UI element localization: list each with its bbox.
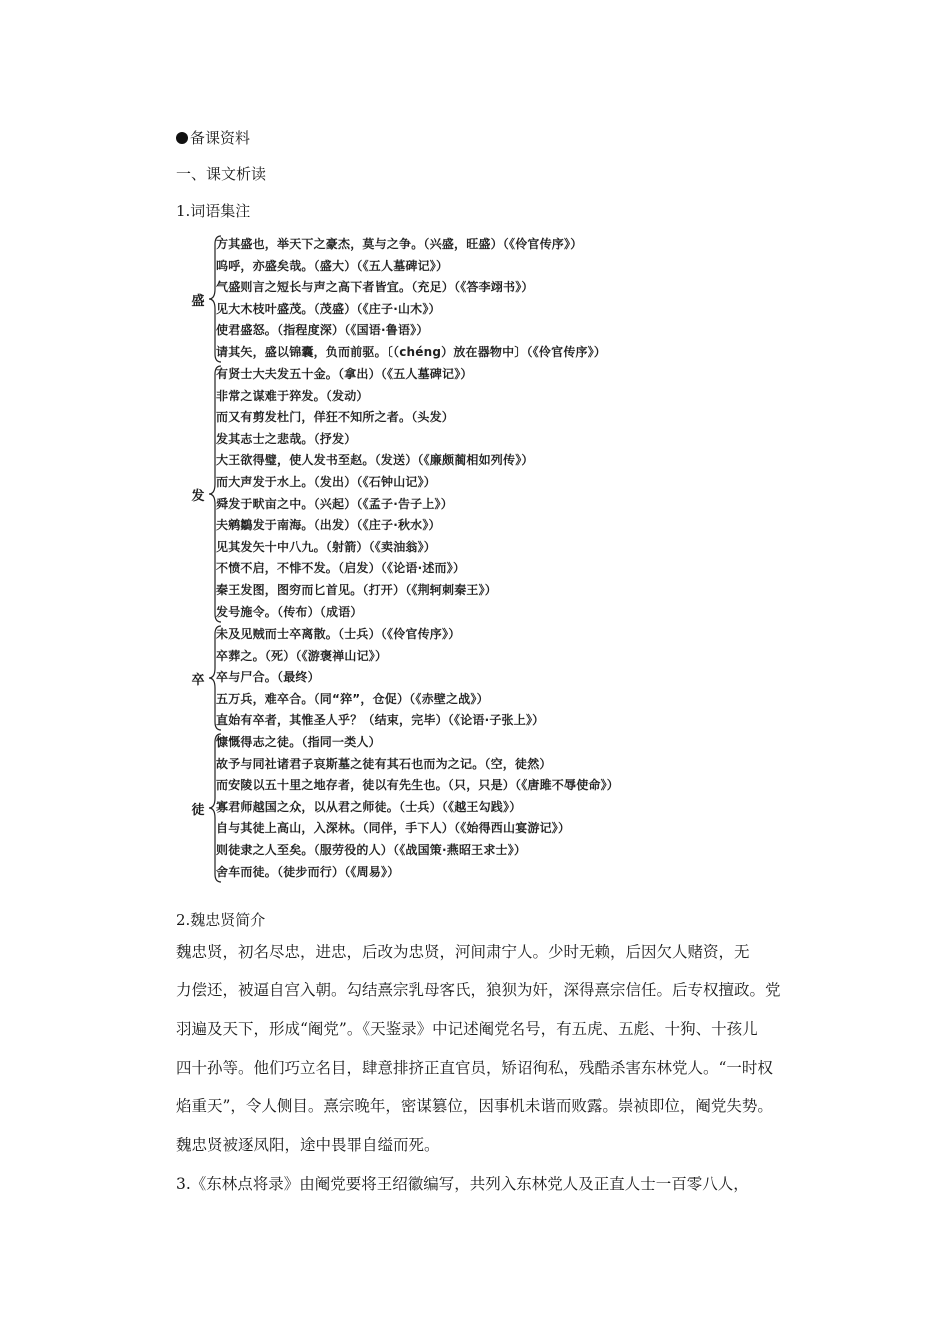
paragraph-line: 四十孙等。他们巧立名目，肆意排挤正直官员，矫诏徇私，残酷杀害东林党人。“一时权 xyxy=(176,1059,773,1077)
section-heading xyxy=(176,128,250,148)
example-line: 方其盛也，举天下之豪杰，莫与之争。（兴盛，旺盛）（《伶官传序》） xyxy=(216,237,583,251)
group-char: 发 xyxy=(191,489,205,504)
example-line: 舜发于畎亩之中。（兴起）（《孟子·告子上》） xyxy=(216,496,453,511)
group-lines xyxy=(216,234,606,364)
group-lines xyxy=(216,364,534,623)
example-line: 而大声发于水上。（发出）（《石钟山记》） xyxy=(216,474,437,489)
example-line: 舍车而徒。（徒步而行）（《周易》） xyxy=(216,864,400,879)
example-line: 请其矢，盛以锦囊，负而前驱。〔（chéng）放在器物中〕（《伶官传序》） xyxy=(216,344,607,359)
example-line: 而又有剪发杜门，佯狂不知所之者。（头发） xyxy=(216,410,455,425)
example-line: 而安陵以五十里之地存者，徒以有先生也。（只，只是）（《唐雎不辱使命》） xyxy=(216,778,620,793)
example-line: 夫鹓鶵发于南海。（出发）（《庄子·秋水》） xyxy=(216,518,441,533)
example-line: 发号施令。（传布）（成语） xyxy=(216,604,363,619)
example-line: 自与其徒上高山，入深林。（同伴，手下人）（《始得西山宴游记》） xyxy=(216,821,571,836)
group-char: 卒 xyxy=(191,673,205,688)
subheading-vocabulary: 1.词语集注 xyxy=(176,202,251,220)
group-char: 徒 xyxy=(191,803,205,818)
paragraph-line: 魏忠贤，初名尽忠，进忠，后改为忠贤，河间肃宁人。少时无赖，后因欠人赌资，无 xyxy=(176,943,750,961)
example-line: 使君盛怒。（指程度深）（《国语·鲁语》） xyxy=(216,323,429,338)
group-lines xyxy=(216,732,619,883)
example-line: 呜呼，亦盛矣哉。（盛大）（《五人墓碑记》） xyxy=(216,258,449,273)
bullet-icon xyxy=(176,132,188,144)
part-heading: 一、课文析读 xyxy=(176,165,267,183)
example-line: 直始有卒者，其惟圣人乎？（结束，完毕）（《论语·子张上》） xyxy=(216,713,545,728)
example-line: 大王欲得璧，使人发书至赵。（发送）（《廉颇蔺相如列传》） xyxy=(216,453,534,468)
section-heading-text: 备课资料 xyxy=(190,129,251,147)
example-line: 见其发矢十中八九。（射箭）（《卖油翁》） xyxy=(216,539,437,554)
example-line: 气盛则言之短长与声之高下者皆宜。（充足）（《答李翊书》） xyxy=(216,280,534,295)
paragraph-line: 魏忠贤被逐凤阳，途中畏罪自缢而死。 xyxy=(176,1136,440,1154)
example-line: 发其志士之悲哉。（抒发） xyxy=(216,431,357,446)
example-line: 卒葬之。（死）（《游褒禅山记》） xyxy=(216,648,388,663)
group-char: 盛 xyxy=(191,294,205,309)
example-line: 五万兵，难卒合。（同“猝”，仓促）（《赤壁之战》） xyxy=(216,691,489,706)
paragraph-line: 羽遍及天下，形成“阉党”。《天鉴录》中记述阉党名号，有五虎、五彪、十狗、十孩儿 xyxy=(176,1020,758,1038)
paragraph-line: 力偿还，被逼自宫入朝。勾结熹宗乳母客氏，狼狈为奸，深得熹宗信任。后专权擅政。党 xyxy=(176,981,781,999)
subheading-biography: 2.魏忠贤简介 xyxy=(176,911,266,929)
example-line: 非常之谋难于猝发。（发动） xyxy=(216,388,369,403)
group-lines xyxy=(216,624,544,732)
example-line: 未及见贼而士卒离散。（士兵）（《伶官传序》） xyxy=(216,627,461,641)
example-line: 有贤士大夫发五十金。（拿出）（《五人墓碑记》） xyxy=(216,367,473,381)
example-line: 秦王发图，图穷而匕首见。（打开）（《荆轲刺秦王》） xyxy=(216,582,498,597)
paragraph-line: 焰重天”，令人侧目。熹宗晚年，密谋篡位，因事机未谐而败露。崇祯即位，阉党失势。 xyxy=(176,1097,773,1115)
example-line: 见大木枝叶盛茂。（茂盛）（《庄子·山木》） xyxy=(216,301,441,316)
example-line: 卒与尸合。（最终） xyxy=(216,670,320,685)
item-3-paragraph: 3.《东林点将录》由阉党要将王绍徽编写，共列入东林党人及正直人士一百零八人， xyxy=(176,1175,749,1193)
example-line: 寡君师越国之众，以从君之师徒。（士兵）（《越王勾践》） xyxy=(216,799,522,814)
example-line: 则徒隶之人至矣。（服劳役的人）（《战国策·燕昭王求士》） xyxy=(216,842,527,857)
example-line: 慷慨得志之徒。（指同一类人） xyxy=(216,735,381,749)
example-line: 故予与同社诸君子哀斯墓之徒有其石也而为之记。（空，徒然） xyxy=(216,756,552,771)
example-line: 不愤不启，不悱不发。（启发）（《论语·述而》） xyxy=(216,561,466,576)
